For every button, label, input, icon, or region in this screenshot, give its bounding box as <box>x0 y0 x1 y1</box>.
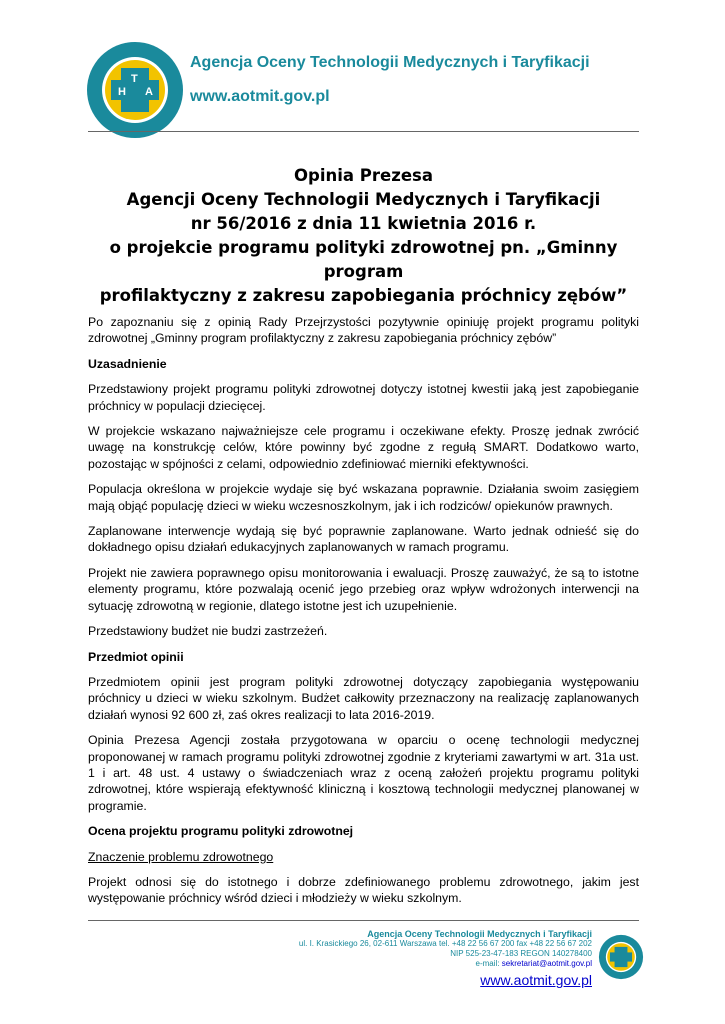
paragraph: Populacja określona w projekcie wydaje się być wskazana poprawnie. Działania swoim zasięgiem mają objąć populację dzieci w wieku wczesnoszkolnym, jak i ich rodziców/ opiekunów prawnych. <box>88 482 639 513</box>
paragraph: Projekt nie zawiera poprawnego opisu monitorowania i ewaluacji. Proszę zauważyć, że są to istotne elementy programu, które pozwalają ocenić jego przebieg oraz wpływ wdrożonych interwencji na sytuację zdrowotną w regionie, dlatego istotne jest ich uzupełnienie. <box>88 565 639 613</box>
footer-logo-icon <box>598 934 644 980</box>
svg-text:H: H <box>118 86 126 98</box>
section-heading-uzasadnienie: Uzasadnienie <box>88 356 167 371</box>
footer <box>299 929 592 989</box>
title-line-1: Opinia Prezesa <box>294 166 433 185</box>
paragraph: Przedstawiony projekt programu polityki zdrowotnej dotyczy istotnej kwestii jaką jest zapobieganie próchnicy w populacji dziecięcej. <box>88 382 639 413</box>
document-body <box>88 314 639 916</box>
footer-email-link[interactable]: sekretariat@aotmit.gov.pl <box>501 959 592 968</box>
paragraph: Zaplanowane interwencje wydają się być poprawnie zaplanowane. Warto jednak odnieść się do dokładnego opisu działań edukacyjnych zaplanowanych w ramach programu. <box>88 524 639 555</box>
footer-divider <box>88 920 639 921</box>
header-url[interactable]: www.aotmit.gov.pl <box>190 88 330 105</box>
footer-address: ul. I. Krasickiego 26, 02-611 Warszawa tel. +48 22 56 67 200 fax +48 22 56 67 202 <box>298 939 592 948</box>
title-line-2: Agencji Oceny Technologii Medycznych i Taryfikacji <box>126 190 601 209</box>
paragraph: Projekt odnosi się do istotnego i dobrze zdefiniowanego problemu zdrowotnego, jakim jest występowanie próchnicy wśród dzieci i młodzieży w wieku szkolnym. <box>88 874 639 906</box>
footer-url-link[interactable]: www.aotmit.gov.pl <box>480 972 592 988</box>
header-divider <box>88 131 639 132</box>
paragraph: Przedmiotem opinii jest program polityki zdrowotnej dotyczący zapobiegania występowaniu próchnicy u dzieci w wieku szkolnym. Budżet całkowity przeznaczony na realizację zaplanowanych działań wynosi 92 600 zł, zaś okres realizacji to lata 2016-2019. <box>88 674 639 722</box>
subsection-heading: Znaczenie problemu zdrowotnego <box>88 849 274 864</box>
title-line-5: profilaktyczny z zakresu zapobiegania próchnicy zębów” <box>99 286 628 305</box>
document-title <box>88 164 639 308</box>
footer-email-label: e-mail: <box>475 959 502 968</box>
footer-ids: NIP 525-23-47-183 REGON 140278400 <box>450 949 592 958</box>
section-heading-przedmiot: Przedmiot opinii <box>88 649 184 664</box>
title-line-3: nr 56/2016 z dnia 11 kwietnia 2016 r. <box>190 214 537 233</box>
paragraph: W projekcie wskazano najważniejsze cele programu i oczekiwane efekty. Proszę jednak zwrócić uwagę na konstrukcję celów, które powinny być zgodne z regułą SMART. Dodatkowo warto, pozostając w spójności z celami, odpowiednio zdefiniować mierniki efektywności. <box>88 424 639 471</box>
intro-paragraph: Po zapoznaniu się z opinią Rady Przejrzystości pozytywnie opiniuję projekt programu polityki zdrowotnej „Gminny program profilaktyczny z zakresu zapobiegania próchnicy zębów” <box>88 315 639 346</box>
footer-email-line <box>299 959 592 969</box>
svg-text:A: A <box>145 86 153 98</box>
section-heading-ocena: Ocena projektu programu polityki zdrowotnej <box>88 824 354 839</box>
paragraph: Przedstawiony budżet nie budzi zastrzeżeń. <box>88 624 328 639</box>
svg-text:T: T <box>131 73 138 85</box>
paragraph: Opinia Prezesa Agencji została przygotowana w oparciu o ocenę technologii medycznej proponowanej w ramach programu polityki zdrowotnej zgodnie z kryteriami zawartymi w art. 31a ust. 1 i art. 48 ust. 4 ustawy o świadczeniach wraz z oceną założeń projektu programu polityki zdrowotnej, które wspierają efektywność kliniczną i kosztową technologii medycznej planowanej w programie. <box>88 733 639 813</box>
header-org-name: Agencja Oceny Technologii Medycznych i Taryfikacji <box>190 54 590 71</box>
aotmit-logo-icon <box>85 40 185 140</box>
title-line-4: o projekcie programu polityki zdrowotnej pn. „Gminny program <box>109 238 618 281</box>
footer-org-name: Agencja Oceny Technologii Medycznych i Taryfikacji <box>367 929 592 939</box>
